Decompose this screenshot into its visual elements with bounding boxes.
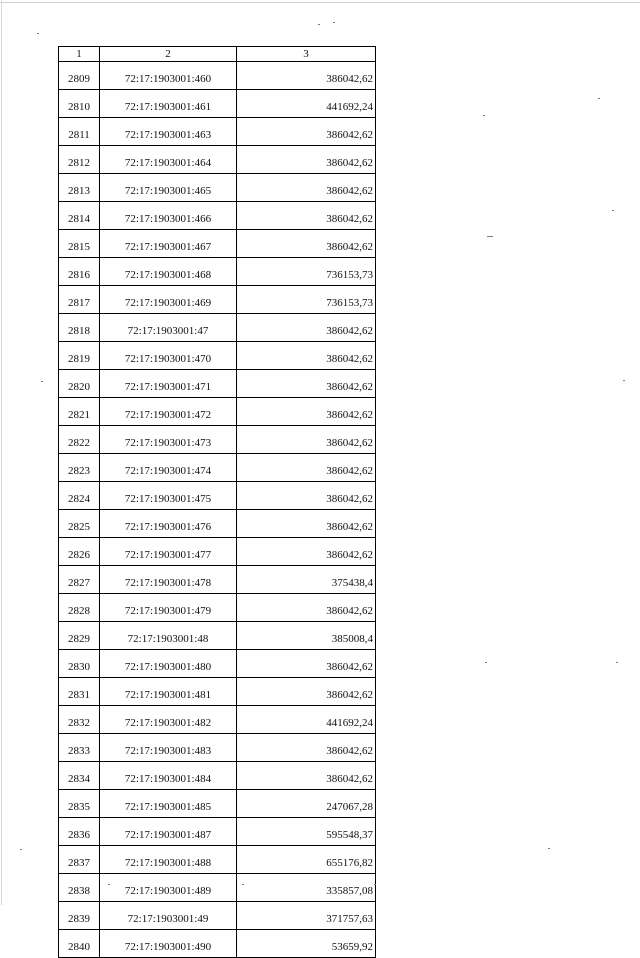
- row-number: 2827: [59, 566, 100, 594]
- cadastral-number: 72:17:1903001:49: [100, 902, 237, 930]
- page-top-edge: [0, 2, 640, 3]
- cadastral-number: 72:17:1903001:474: [100, 454, 237, 482]
- cadastral-number: 72:17:1903001:464: [100, 146, 237, 174]
- scan-speck: [598, 98, 600, 99]
- cadastral-number: 72:17:1903001:48: [100, 622, 237, 650]
- table-row: [59, 622, 376, 650]
- table-row: [59, 202, 376, 230]
- table-row: [59, 762, 376, 790]
- cadastral-number: 72:17:1903001:484: [100, 762, 237, 790]
- table-body: [59, 47, 376, 958]
- scan-speck: [37, 33, 39, 34]
- cadastral-value: 386042,62: [237, 118, 376, 146]
- table-row: [59, 230, 376, 258]
- scan-speck: [623, 380, 625, 381]
- scan-speck: [20, 849, 22, 850]
- cadastral-number: 72:17:1903001:489: [100, 874, 237, 902]
- header-col-2: 2: [100, 47, 237, 62]
- cadastral-number: 72:17:1903001:466: [100, 202, 237, 230]
- cadastral-value: 386042,62: [237, 762, 376, 790]
- cadastral-number: 72:17:1903001:47: [100, 314, 237, 342]
- table-row: [59, 566, 376, 594]
- scan-speck: [487, 236, 493, 237]
- row-number: 2815: [59, 230, 100, 258]
- row-number: 2839: [59, 902, 100, 930]
- cadastral-number: 72:17:1903001:476: [100, 510, 237, 538]
- cadastral-number: 72:17:1903001:460: [100, 62, 237, 90]
- row-number: 2838: [59, 874, 100, 902]
- cadastral-number: 72:17:1903001:471: [100, 370, 237, 398]
- scan-speck: [548, 848, 550, 849]
- table-row: [59, 874, 376, 902]
- table-row: [59, 370, 376, 398]
- cadastral-value: 386042,62: [237, 650, 376, 678]
- table-row: [59, 286, 376, 314]
- cadastral-value: 386042,62: [237, 174, 376, 202]
- cadastral-value: 441692,24: [237, 90, 376, 118]
- table-row: [59, 314, 376, 342]
- cadastral-number: 72:17:1903001:490: [100, 930, 237, 958]
- row-number: 2816: [59, 258, 100, 286]
- cadastral-value: 386042,62: [237, 230, 376, 258]
- cadastral-number: 72:17:1903001:480: [100, 650, 237, 678]
- cadastral-value: 53659,92: [237, 930, 376, 958]
- row-number: 2823: [59, 454, 100, 482]
- table-row: [59, 118, 376, 146]
- row-number: 2830: [59, 650, 100, 678]
- row-number: 2819: [59, 342, 100, 370]
- cadastral-value: 386042,62: [237, 734, 376, 762]
- cadastral-number: 72:17:1903001:463: [100, 118, 237, 146]
- row-number: 2834: [59, 762, 100, 790]
- row-number: 2822: [59, 426, 100, 454]
- cadastral-number: 72:17:1903001:473: [100, 426, 237, 454]
- cadastral-value: 386042,62: [237, 482, 376, 510]
- header-col-3: 3: [237, 47, 376, 62]
- header-col-1: 1: [59, 47, 100, 62]
- row-number: 2835: [59, 790, 100, 818]
- cadastral-value: 386042,62: [237, 594, 376, 622]
- cadastral-value: 386042,62: [237, 426, 376, 454]
- row-number: 2811: [59, 118, 100, 146]
- cadastral-value: 385008,4: [237, 622, 376, 650]
- row-number: 2832: [59, 706, 100, 734]
- cadastral-value-table: [58, 46, 376, 958]
- cadastral-number: 72:17:1903001:485: [100, 790, 237, 818]
- page-left-edge: [1, 0, 2, 905]
- scan-speck: [374, 884, 376, 885]
- cadastral-number: 72:17:1903001:475: [100, 482, 237, 510]
- cadastral-number: 72:17:1903001:477: [100, 538, 237, 566]
- table-row: [59, 62, 376, 90]
- row-number: 2814: [59, 202, 100, 230]
- table-row: [59, 426, 376, 454]
- cadastral-number: 72:17:1903001:488: [100, 846, 237, 874]
- cadastral-value: 375438,4: [237, 566, 376, 594]
- table-row: [59, 258, 376, 286]
- table-row: [59, 594, 376, 622]
- row-number: 2820: [59, 370, 100, 398]
- cadastral-value: 386042,62: [237, 678, 376, 706]
- cadastral-number: 72:17:1903001:481: [100, 678, 237, 706]
- table-row: [59, 90, 376, 118]
- row-number: 2813: [59, 174, 100, 202]
- table-row: [59, 846, 376, 874]
- row-number: 2833: [59, 734, 100, 762]
- table-row: [59, 510, 376, 538]
- table-row: [59, 538, 376, 566]
- cadastral-value: 386042,62: [237, 370, 376, 398]
- cadastral-number: 72:17:1903001:487: [100, 818, 237, 846]
- scan-speck: [41, 381, 43, 382]
- row-number: 2828: [59, 594, 100, 622]
- cadastral-value: 736153,73: [237, 258, 376, 286]
- row-number: 2831: [59, 678, 100, 706]
- cadastral-number: 72:17:1903001:461: [100, 90, 237, 118]
- table-row: [59, 706, 376, 734]
- row-number: 2821: [59, 398, 100, 426]
- table-row: [59, 146, 376, 174]
- cadastral-value: 386042,62: [237, 342, 376, 370]
- table-row: [59, 678, 376, 706]
- scan-speck: [612, 210, 614, 211]
- cadastral-value: 386042,62: [237, 314, 376, 342]
- cadastral-value: 386042,62: [237, 62, 376, 90]
- row-number: 2818: [59, 314, 100, 342]
- cadastral-value: 595548,37: [237, 818, 376, 846]
- row-number: 2810: [59, 90, 100, 118]
- row-number: 2824: [59, 482, 100, 510]
- cadastral-number: 72:17:1903001:478: [100, 566, 237, 594]
- table-row: [59, 790, 376, 818]
- cadastral-value: 441692,24: [237, 706, 376, 734]
- cadastral-value: 386042,62: [237, 202, 376, 230]
- row-number: 2840: [59, 930, 100, 958]
- table-row: [59, 930, 376, 958]
- scan-speck: [333, 22, 335, 23]
- scan-speck: [318, 24, 320, 25]
- row-number: 2836: [59, 818, 100, 846]
- table-header-row: [59, 47, 376, 62]
- row-number: 2809: [59, 62, 100, 90]
- row-number: 2837: [59, 846, 100, 874]
- cadastral-value: 386042,62: [237, 454, 376, 482]
- cadastral-number: 72:17:1903001:469: [100, 286, 237, 314]
- row-number: 2825: [59, 510, 100, 538]
- cadastral-value: 655176,82: [237, 846, 376, 874]
- table-row: [59, 818, 376, 846]
- cadastral-number: 72:17:1903001:472: [100, 398, 237, 426]
- cadastral-value: 386042,62: [237, 510, 376, 538]
- table-row: [59, 650, 376, 678]
- scan-speck: [483, 115, 485, 116]
- scan-speck: [242, 884, 244, 885]
- table-row: [59, 902, 376, 930]
- table-row: [59, 482, 376, 510]
- table-row: [59, 454, 376, 482]
- table-row: [59, 342, 376, 370]
- cadastral-value: 386042,62: [237, 146, 376, 174]
- cadastral-number: 72:17:1903001:470: [100, 342, 237, 370]
- cadastral-value: 736153,73: [237, 286, 376, 314]
- cadastral-number: 72:17:1903001:479: [100, 594, 237, 622]
- cadastral-number: 72:17:1903001:482: [100, 706, 237, 734]
- table-row: [59, 398, 376, 426]
- cadastral-number: 72:17:1903001:465: [100, 174, 237, 202]
- cadastral-value: 335857,08: [237, 874, 376, 902]
- cadastral-value: 386042,62: [237, 398, 376, 426]
- scan-speck: [108, 884, 110, 885]
- scan-speck: [616, 662, 618, 663]
- cadastral-value: 371757,63: [237, 902, 376, 930]
- table-row: [59, 174, 376, 202]
- cadastral-number: 72:17:1903001:483: [100, 734, 237, 762]
- row-number: 2817: [59, 286, 100, 314]
- cadastral-number: 72:17:1903001:467: [100, 230, 237, 258]
- cadastral-number: 72:17:1903001:468: [100, 258, 237, 286]
- row-number: 2812: [59, 146, 100, 174]
- scan-speck: [485, 662, 487, 663]
- row-number: 2826: [59, 538, 100, 566]
- cadastral-value: 247067,28: [237, 790, 376, 818]
- cadastral-value: 386042,62: [237, 538, 376, 566]
- row-number: 2829: [59, 622, 100, 650]
- table-row: [59, 734, 376, 762]
